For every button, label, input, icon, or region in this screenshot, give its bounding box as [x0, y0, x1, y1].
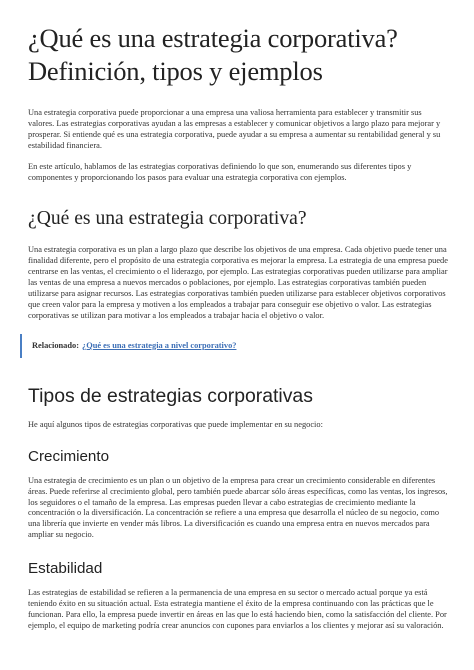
growth-paragraph: Una estrategia de crecimiento es un plan o un objetivo de la empresa para crear un crecimiento considerable en diferentes áreas. Puede referirse al crecimiento global, pero también puede abarcar sólo áreas específicas, como las ventas, los ingresos, los seguidores o el tamaño de la empresa. Las empresas pueden llevar a cabo estrategias de crecimiento mediante la concentración o la diversificación. La concentración se refiere a una empresa que desarrolla el núcleo de su negocio, como una librería que invierte en vender más libros. La diversificación es cuando una empresa entra en nuevos mercados para ampliar su negocio. — [28, 475, 448, 540]
intro-paragraph-2: En este artículo, hablamos de las estrategias corporativas definiendo lo que son, enumerando sus diferentes tipos y componentes y proporcionando los pasos para evaluar una estrategia corporativa con ejemplos. — [28, 161, 412, 182]
page-title: ¿Qué es una estrategia corporativa? Definición, tipos y ejemplos — [28, 23, 398, 86]
definition-heading: ¿Qué es una estrategia corporativa? — [28, 208, 307, 230]
stability-heading: Estabilidad — [28, 560, 103, 578]
intro-paragraph: Una estrategia corporativa puede proporcionar a una empresa una valiosa herramienta para establecer y transmitir sus valores. Las estrategias corporativas ayudan a las empresas a establecer y comunicar objetivos a largo plazo para mejorar y prosperar. Si entiende qué es una estrategia corporativa, puede ayudar a su empresa a aumentar su rentabilidad general y su estabilidad financiera. — [28, 108, 441, 150]
stability-paragraph: Las estrategias de estabilidad se refieren a la permanencia de una empresa en su sector o mercado actual porque ya está teniendo éxito en su situación actual. Esta estrategia mantiene el éxito de la empresa continuando con las prácticas que le funcionan. Para ello, la empresa puede invertir en áreas en las que lo está haciendo bien, como la satisfacción del cliente. Por ejemplo, el equipo de marketing podría crear anuncios con cupones para enviarlos a los clientes y mejorar así su valoración. — [28, 588, 447, 630]
definition-paragraph: Una estrategia corporativa es un plan a largo plazo que describe los objetivos de una empresa. Cada objetivo puede tener una finalidad diferente, pero el propósito de una estrategia corporativa es mejorar la empresa. La estrategia de una empresa puede centrarse en las ventas, el crecimiento o el liderazgo, por ejemplo. Las estrategias corporativas pueden utilizarse para ampliar las ventas de una empresa a nuevos mercados o poblaciones, por ejemplo. Las estrategias corporativas también pueden utilizarse para asignar recursos. Las estrategias corporativas también pueden utilizarse para establecer objetivos corporativos que creen valor para la empresa y motiven a los empleados a trabajar para conseguir ese objetivo o valor. Las estrategias corporativas se utilizan para motivar a los empleados a trabajar hacia el objetivo o valor. — [28, 245, 448, 320]
related-link[interactable]: ¿Qué es una estrategia a nivel corporativo? — [82, 340, 237, 350]
growth-heading: Crecimiento — [28, 447, 110, 465]
types-heading: Tipos de estrategias corporativas — [28, 384, 313, 407]
types-intro: He aquí algunos tipos de estrategias corporativas que puede implementar en su negocio: — [28, 419, 323, 429]
related-label: Relacionado: — [32, 340, 79, 350]
related-callout — [20, 334, 448, 358]
article — [28, 22, 448, 632]
